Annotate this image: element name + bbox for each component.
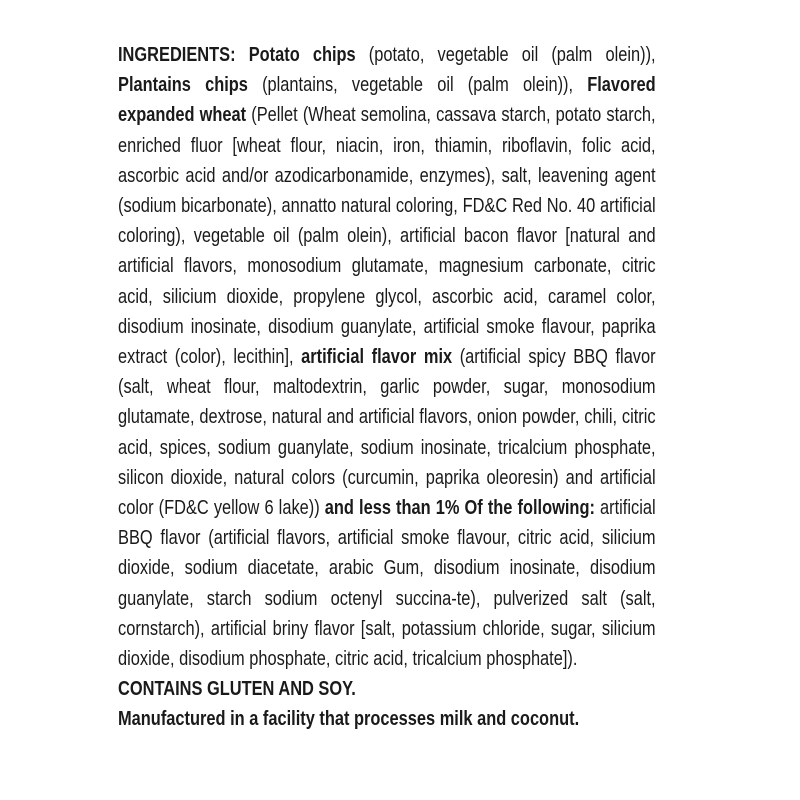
- ingredient-artificial-flavor-mix-detail: (artificial spicy BBQ flavor (salt, wheat flour, maltodextrin, garlic powder, sugar, monosodium glutamate, dextrose, natural and artificial flavors, onion powder, chili, citric acid, spices, sodium guanylate, sodium inosinate, tricalcium phosphate, silicon dioxide, natural colors (curcumin, paprika oleoresin) and artificial color (FD&C yellow 6 lake)): [118, 345, 656, 520]
- ingredient-artificial-flavor-mix: artificial flavor mix: [301, 345, 453, 369]
- facility-statement: Manufactured in a facility that processes milk and coconut.: [118, 707, 580, 731]
- ingredients-heading: INGREDIENTS:: [118, 43, 236, 66]
- ingredient-plantains-chips: Plantains chips: [118, 73, 248, 97]
- ingredient-potato-chips-detail: (potato, vegetable oil (palm olein)),: [355, 43, 656, 66]
- ingredient-less-than-one-percent: and less than 1% Of the following:: [324, 496, 595, 520]
- ingredient-less-than-one-percent-detail: artificial BBQ flavor (artificial flavors, artificial smoke flavour, citric acid, silicium dioxide, sodium diacetate, arabic Gum, disodium inosinate, disodium guanylate, starch sodium octenyl succina-te), pulverized salt (salt, cornstarch), artificial briny flavor [salt, potassium chloride, sugar, silicium dioxide, disodium phosphate, citric acid, tricalcium phosphate]).: [118, 496, 656, 671]
- ingredient-flavored-expanded-wheat: Flavored expanded wheat: [118, 73, 656, 127]
- ingredient-potato-chips: Potato chips: [248, 43, 356, 66]
- ingredient-plantains-chips-detail: (plantains, vegetable oil (palm olein)),: [247, 73, 588, 97]
- ingredient-flavored-expanded-wheat-detail: (Pellet (Wheat semolina, cassava starch, potato starch, enriched fluor [wheat flour, niacin, iron, thiamin, riboflavin, folic acid, ascorbic acid and/or azodicarbonamide, enzymes), salt, leavening agent (sodium bicarbonate), annatto natural coloring, FD&C Red No. 40 artificial coloring), vegetable oil (palm olein), artificial bacon flavor [natural and artificial flavors, monosodium glutamate, magnesium carbonate, citric acid, silicium dioxide, propylene glycol, ascorbic acid, caramel color, disodium inosinate, disodium guanylate, artificial smoke flavour, paprika extract (color), lecithin],: [118, 103, 656, 369]
- allergen-statement: CONTAINS GLUTEN AND SOY.: [118, 677, 356, 701]
- ingredients-paragraph: [118, 40, 656, 674]
- ingredients-label: [118, 40, 656, 735]
